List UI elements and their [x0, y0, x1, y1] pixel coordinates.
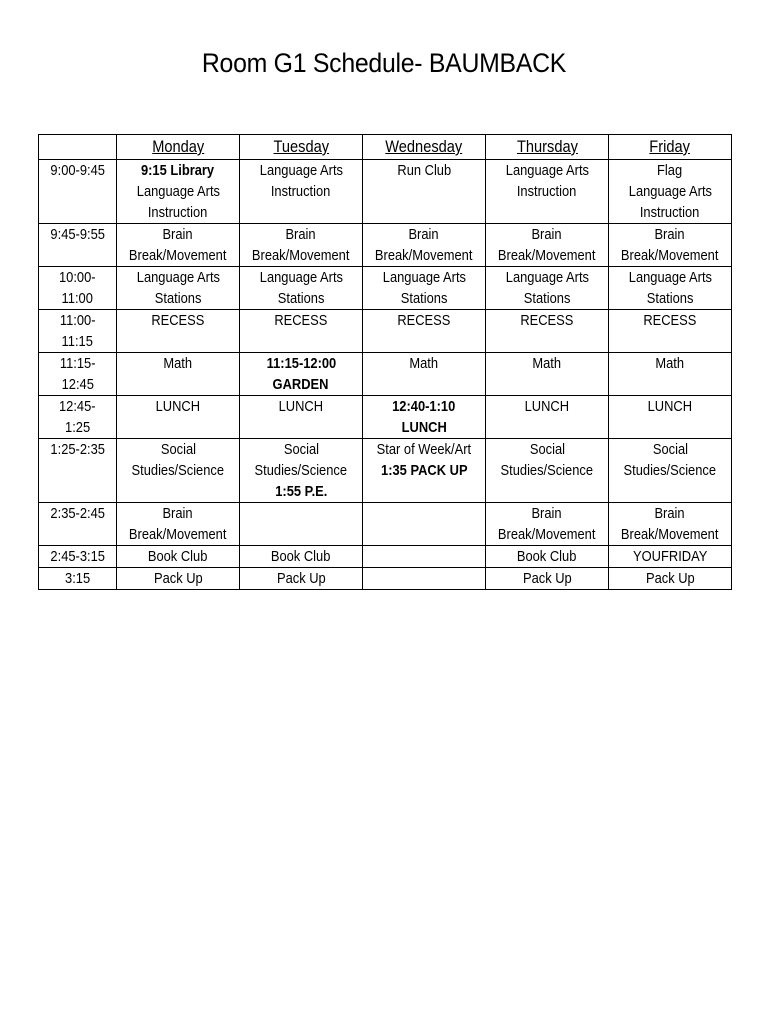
time-cell	[39, 396, 117, 439]
schedule-cell-line: Language Arts	[136, 269, 220, 286]
schedule-cell-line: Language Arts	[505, 269, 589, 286]
schedule-cell-line: LUNCH	[278, 398, 324, 415]
schedule-cell-line: Instruction	[517, 183, 577, 200]
schedule-cell-line: LUNCH	[155, 398, 201, 415]
schedule-cell-line: Pack Up	[645, 570, 695, 587]
schedule-cell-wednesday	[363, 160, 486, 224]
schedule-cell-line: Brain	[162, 505, 194, 522]
schedule-cell-line: Language Arts	[259, 269, 343, 286]
schedule-cell-friday	[609, 224, 732, 267]
schedule-cell-line: Book Club	[517, 548, 577, 565]
schedule-cell-wednesday	[363, 568, 486, 590]
schedule-cell-line: Stations	[400, 290, 448, 307]
schedule-cell-line: Break/Movement	[129, 247, 227, 264]
schedule-cell-line: Stations	[154, 290, 202, 307]
day-header-wednesday: Wednesday	[363, 135, 486, 160]
schedule-cell-line: Book Club	[271, 548, 331, 565]
schedule-cell-line: Instruction	[640, 204, 700, 221]
schedule-cell-line: YOUFRIDAY	[632, 548, 708, 565]
schedule-cell-monday	[117, 353, 240, 396]
time-cell-line: 11:15	[61, 333, 94, 350]
schedule-cell-friday	[609, 160, 732, 224]
schedule-cell-line: LUNCH	[524, 398, 570, 415]
table-row	[39, 353, 732, 396]
time-cell-line: 3:15	[64, 570, 91, 587]
schedule-cell-line: 12:40-1:10	[392, 398, 456, 415]
time-cell	[39, 267, 117, 310]
schedule-cell-tuesday	[240, 160, 363, 224]
schedule-cell-thursday	[486, 439, 609, 503]
schedule-cell-thursday	[486, 503, 609, 546]
time-cell-line: 9:45-9:55	[50, 226, 105, 243]
schedule-cell-line: Language Arts	[505, 162, 589, 179]
schedule-cell-line: Language Arts	[628, 183, 712, 200]
schedule-cell-line: Social	[652, 441, 688, 458]
schedule-cell-monday	[117, 160, 240, 224]
schedule-cell-line: Studies/Science	[131, 462, 225, 479]
schedule-cell-wednesday	[363, 439, 486, 503]
schedule-cell-line: 1:35 PACK UP	[380, 462, 468, 479]
schedule-cell-line: Run Club	[397, 162, 451, 179]
schedule-cell-tuesday	[240, 396, 363, 439]
schedule-cell-friday	[609, 310, 732, 353]
schedule-cell-monday	[117, 503, 240, 546]
schedule-cell-tuesday	[240, 224, 363, 267]
table-row	[39, 396, 732, 439]
schedule-cell-line: Pack Up	[153, 570, 203, 587]
schedule-cell-line: Studies/Science	[623, 462, 717, 479]
schedule-cell-line: Studies/Science	[500, 462, 594, 479]
schedule-cell-line: Math	[532, 355, 562, 372]
schedule-cell-line: Language Arts	[136, 183, 220, 200]
time-cell-line: 10:00-	[59, 269, 96, 286]
day-header-thursday: Thursday	[486, 135, 609, 160]
schedule-cell-line: RECESS	[151, 312, 205, 329]
schedule-cell-line: Stations	[277, 290, 325, 307]
table-row	[39, 224, 732, 267]
schedule-cell-monday	[117, 546, 240, 568]
schedule-cell-tuesday	[240, 546, 363, 568]
schedule-cell-thursday	[486, 224, 609, 267]
time-cell-line: 2:45-3:15	[50, 548, 105, 565]
schedule-cell-line: Social	[283, 441, 319, 458]
schedule-cell-line: 11:15-12:00	[266, 355, 336, 372]
schedule-cell-line: Flag	[657, 162, 683, 179]
schedule-cell-line: GARDEN	[273, 376, 329, 393]
table-row	[39, 439, 732, 503]
schedule-cell-friday	[609, 396, 732, 439]
schedule-cell-line: Break/Movement	[621, 526, 719, 543]
schedule-cell-tuesday	[240, 310, 363, 353]
time-cell-line: 1:25-2:35	[50, 441, 105, 458]
schedule-cell-line: Brain	[654, 505, 686, 522]
schedule-cell-wednesday	[363, 267, 486, 310]
schedule-cell-wednesday	[363, 546, 486, 568]
time-cell-line: 9:00-9:45	[50, 162, 105, 179]
schedule-cell-line: Break/Movement	[621, 247, 719, 264]
time-cell-line: 2:35-2:45	[50, 505, 105, 522]
schedule-cell-tuesday	[240, 267, 363, 310]
schedule-cell-tuesday	[240, 353, 363, 396]
schedule-cell-line: 9:15 Library	[141, 162, 215, 179]
schedule-cell-friday	[609, 439, 732, 503]
schedule-cell-monday	[117, 396, 240, 439]
schedule-cell-line: Pack Up	[276, 570, 326, 587]
day-header-friday: Friday	[609, 135, 732, 160]
schedule-cell-line: Break/Movement	[252, 247, 350, 264]
schedule-cell-line: Math	[409, 355, 439, 372]
schedule-cell-friday	[609, 353, 732, 396]
schedule-cell-line: Book Club	[148, 548, 208, 565]
time-cell-line: 11:00	[61, 290, 94, 307]
schedule-cell-line: Stations	[523, 290, 571, 307]
schedule-cell-line: Break/Movement	[498, 526, 596, 543]
time-cell	[39, 353, 117, 396]
schedule-cell-friday	[609, 568, 732, 590]
schedule-cell-thursday	[486, 310, 609, 353]
schedule-cell-line: Stations	[646, 290, 694, 307]
schedule-cell-line: LUNCH	[401, 419, 447, 436]
time-cell-line: 11:15-	[59, 355, 96, 372]
table-row	[39, 568, 732, 590]
schedule-cell-line: Brain	[654, 226, 686, 243]
schedule-cell-line: Brain	[408, 226, 440, 243]
schedule-cell-wednesday	[363, 310, 486, 353]
schedule-cell-monday	[117, 568, 240, 590]
schedule-cell-line: RECESS	[520, 312, 574, 329]
time-cell	[39, 546, 117, 568]
schedule-cell-monday	[117, 310, 240, 353]
schedule-cell-line: Star of Week/Art	[376, 441, 472, 458]
schedule-cell-thursday	[486, 267, 609, 310]
time-header-cell	[39, 135, 117, 160]
time-cell-line: 12:45-	[59, 398, 96, 415]
time-cell-line: 11:00-	[59, 312, 96, 329]
schedule-cell-line: LUNCH	[647, 398, 693, 415]
schedule-cell-line: RECESS	[643, 312, 697, 329]
schedule-cell-line: Studies/Science	[254, 462, 348, 479]
schedule-cell-friday	[609, 503, 732, 546]
schedule-cell-line: Math	[163, 355, 193, 372]
time-cell	[39, 310, 117, 353]
schedule-cell-line: Break/Movement	[375, 247, 473, 264]
schedule-cell-line: Brain	[162, 226, 194, 243]
day-header-monday: Monday	[117, 135, 240, 160]
schedule-cell-monday	[117, 439, 240, 503]
schedule-cell-friday	[609, 546, 732, 568]
schedule-cell-line: Brain	[531, 505, 563, 522]
time-cell	[39, 568, 117, 590]
schedule-cell-line: Brain	[531, 226, 563, 243]
time-cell	[39, 160, 117, 224]
schedule-cell-thursday	[486, 546, 609, 568]
table-row	[39, 310, 732, 353]
schedule-cell-thursday	[486, 396, 609, 439]
time-cell	[39, 439, 117, 503]
schedule-cell-line: Instruction	[148, 204, 208, 221]
schedule-cell-thursday	[486, 353, 609, 396]
schedule-cell-tuesday	[240, 439, 363, 503]
time-cell	[39, 224, 117, 267]
table-row	[39, 267, 732, 310]
time-cell	[39, 503, 117, 546]
table-row	[39, 503, 732, 546]
schedule-cell-tuesday	[240, 503, 363, 546]
schedule-cell-monday	[117, 224, 240, 267]
table-row	[39, 546, 732, 568]
schedule-cell-line: RECESS	[397, 312, 451, 329]
schedule-cell-wednesday	[363, 353, 486, 396]
schedule-cell-line: RECESS	[274, 312, 328, 329]
schedule-cell-line: Break/Movement	[498, 247, 596, 264]
schedule-cell-line: Social	[529, 441, 565, 458]
schedule-cell-friday	[609, 267, 732, 310]
schedule-cell-thursday	[486, 160, 609, 224]
schedule-cell-wednesday	[363, 396, 486, 439]
schedule-cell-line: Math	[655, 355, 685, 372]
schedule-cell-line: Brain	[285, 226, 317, 243]
schedule-cell-line: Break/Movement	[129, 526, 227, 543]
schedule-cell-line: Pack Up	[522, 570, 572, 587]
header-row	[39, 135, 732, 160]
schedule-cell-line: 1:55 P.E.	[274, 483, 328, 500]
schedule-cell-line: Language Arts	[628, 269, 712, 286]
time-cell-line: 1:25	[64, 419, 91, 436]
time-cell-line: 12:45	[61, 376, 94, 393]
table-row	[39, 160, 732, 224]
schedule-body	[39, 160, 732, 590]
schedule-cell-line: Social	[160, 441, 196, 458]
schedule-cell-wednesday	[363, 224, 486, 267]
schedule-cell-wednesday	[363, 503, 486, 546]
schedule-cell-monday	[117, 267, 240, 310]
schedule-cell-thursday	[486, 568, 609, 590]
schedule-cell-line: Language Arts	[259, 162, 343, 179]
schedule-cell-line: Language Arts	[382, 269, 466, 286]
schedule-cell-line: Instruction	[271, 183, 331, 200]
day-header-tuesday: Tuesday	[240, 135, 363, 160]
schedule-table	[38, 134, 732, 590]
schedule-cell-tuesday	[240, 568, 363, 590]
page-title: Room G1 Schedule- BAUMBACK	[201, 48, 567, 78]
